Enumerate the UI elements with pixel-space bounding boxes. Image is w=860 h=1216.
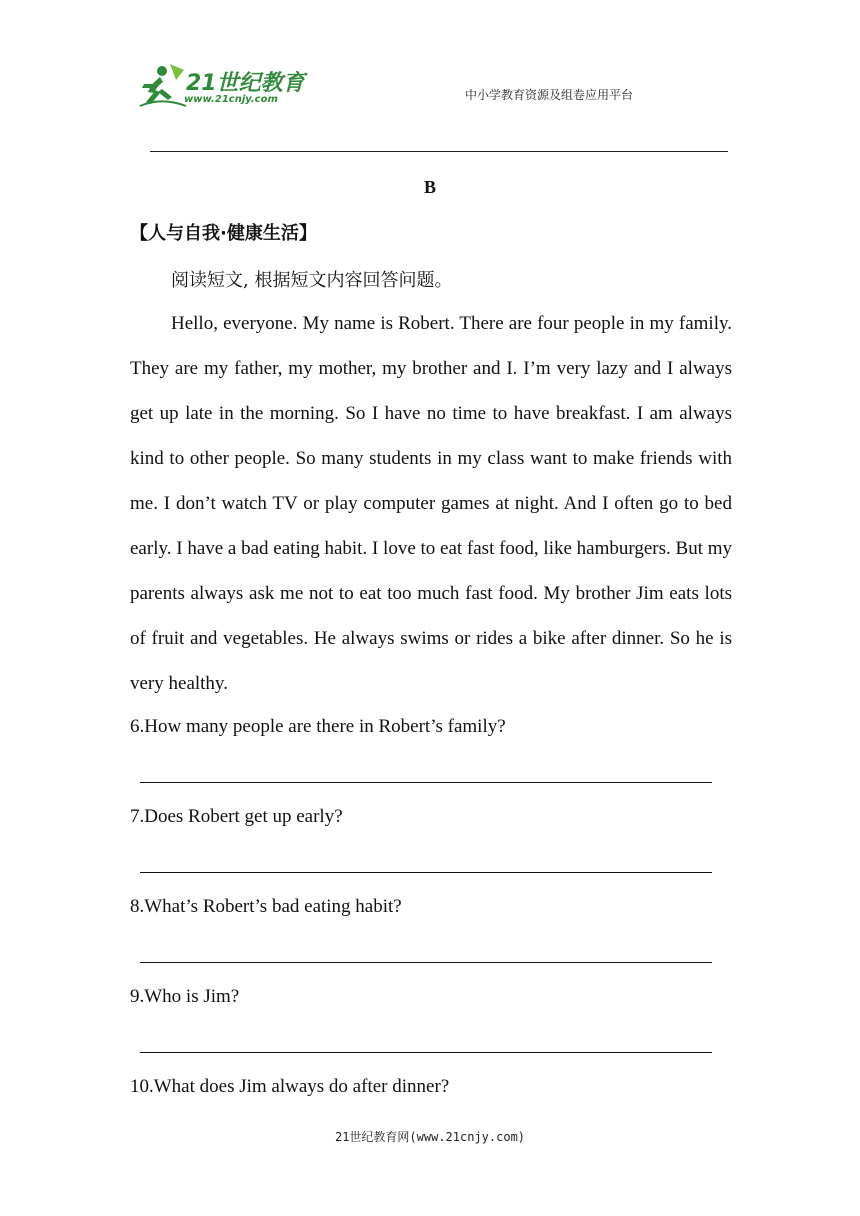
section-label: B [423,177,436,197]
question-10: 10.What does Jim always do after dinner? [130,1076,450,1097]
reading-passage: Hello, everyone. My name is Robert. There are four people in my family. They are my father, my mother, my brother and I. I’m very lazy and I always get up late in the morning. So I have no time to have breakfast. I am always kind to other people. So many students in my class want to make friends with me. I don’t watch TV or play computer games at night. And I often go to bed early. I have a bad eating habit. I love to eat fast food, like hamburgers. But my parents always ask me not to eat too much fast food. My brother Jim eats lots of fruit and vegetables. He always swims or rides a bike after dinner. So he is very healthy. [130,313,733,694]
reading-instruction: 阅读短文, 根据短文内容回答问题。 [171,270,453,291]
logo-wordmark: 21世纪教育 [186,71,305,96]
answer-line-7[interactable] [140,872,712,873]
question-8: 8.What’s Robert’s bad eating habit? [130,896,402,917]
question-7: 7.Does Robert get up early? [130,806,343,827]
section-topic: 【人与自我·健康生活】 [130,223,317,244]
platform-name: 中小学教育资源及组卷应用平台 [465,88,634,102]
question-6: 6.How many people are there in Robert’s family? [130,716,506,737]
answer-line-9[interactable] [140,1052,712,1053]
running-person-logo-icon [136,62,188,108]
answer-line-8[interactable] [140,962,712,963]
question-9: 9.Who is Jim? [130,986,240,1007]
site-logo[interactable] [136,62,306,108]
logo-url: www.21cnjy.com [184,94,278,105]
header-divider [150,151,728,152]
page-header [0,0,860,160]
answer-line-6[interactable] [140,782,712,783]
page-footer: 21世纪教育网(www.21cnjy.com) [334,1130,526,1144]
